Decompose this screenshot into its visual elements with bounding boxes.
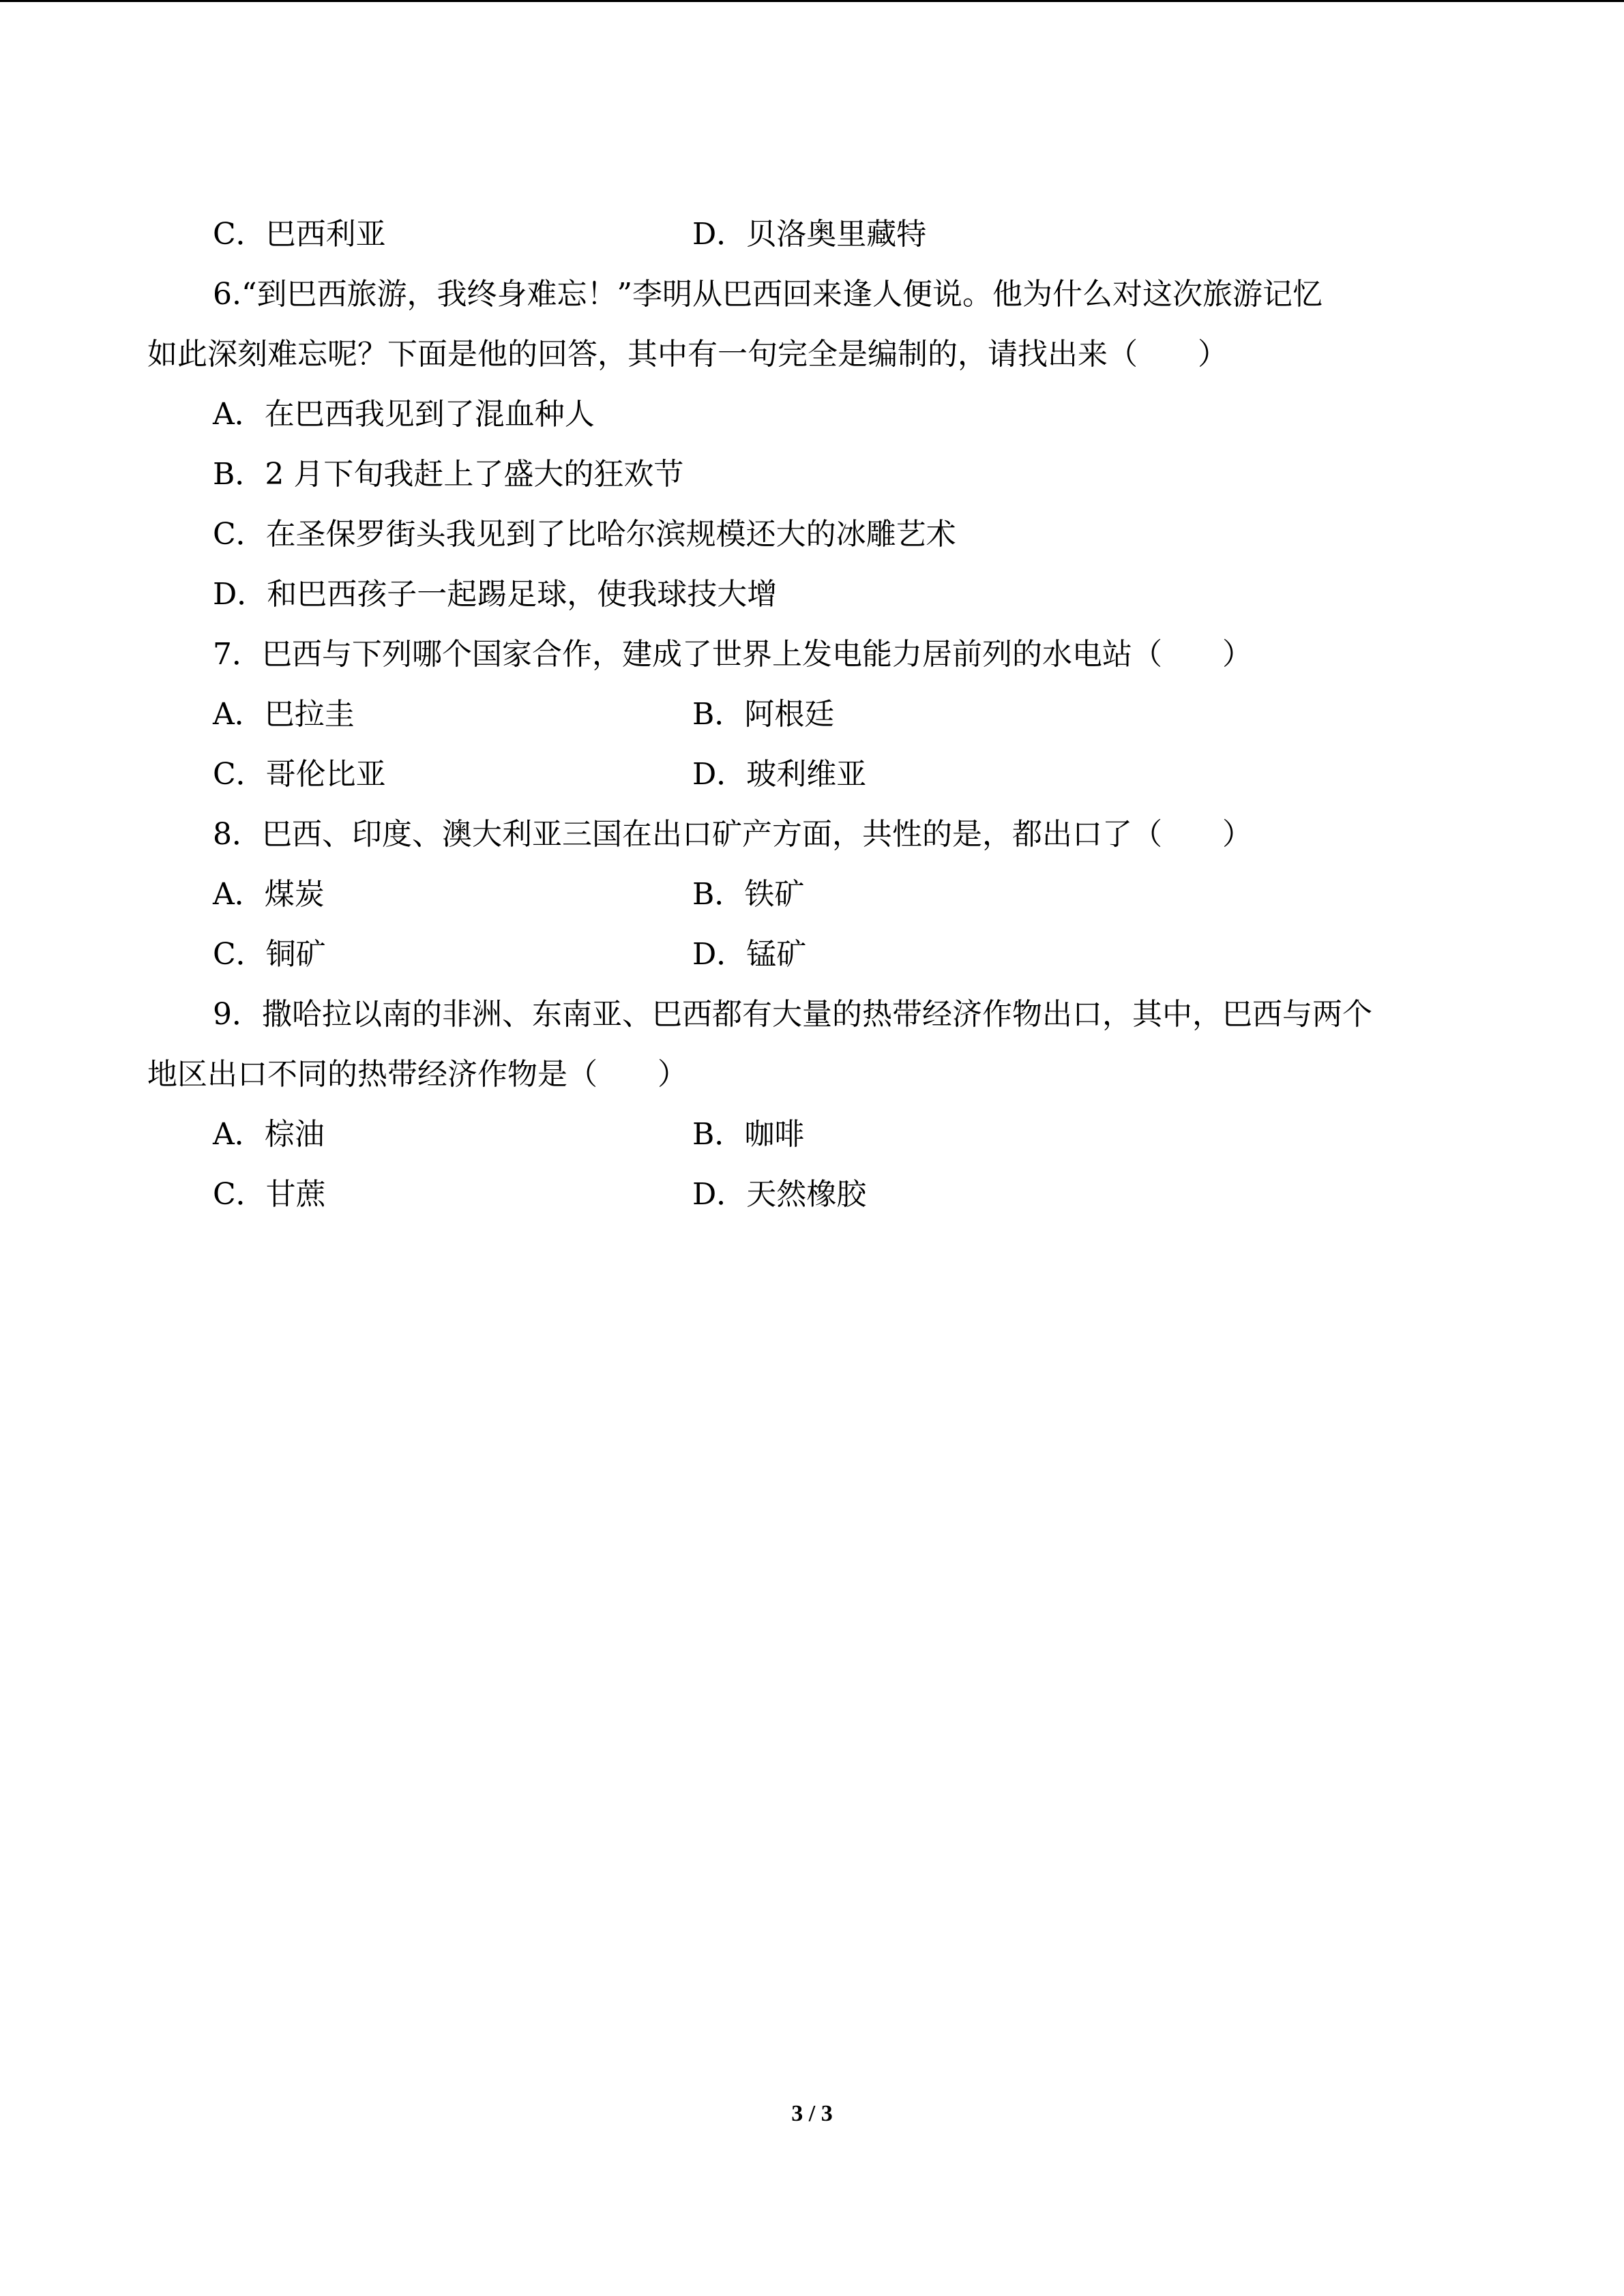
q6-option-c: C．在圣保罗街头我见到了比哈尔滨规模还大的冰雕艺术 [213,517,956,552]
q7-option-c: C．哥伦比亚 [213,757,386,792]
q7-option-a: A．巴拉圭 [213,697,355,732]
q6-stem-line-2: 如此深刻难忘呢？下面是他的回答，其中有一句完全是编制的，请找出来（ ） [147,337,1228,372]
q9-option-b: B．咖啡 [692,1117,805,1152]
q9-option-c: C．甘蔗 [213,1177,326,1212]
q6-stem-line-1: 6.“到巴西旅游，我终身难忘！”李明从巴西回来逢人便说。他为什么对这次旅游记忆 [213,277,1323,312]
q5-option-c: C．巴西利亚 [213,217,386,252]
q8-option-c: C．铜矿 [213,937,326,972]
q7-stem: 7．巴西与下列哪个国家合作，建成了世界上发电能力居前列的水电站（ ） [213,637,1252,672]
page-top-border [0,0,1624,2]
page-number: 3 / 3 [791,2101,833,2126]
q8-option-d: D．锰矿 [692,937,807,972]
q9-stem-line-2: 地区出口不同的热带经济作物是（ ） [147,1057,688,1092]
q7-option-b: B．阿根廷 [692,697,835,732]
q5-option-d: D．贝洛奥里藏特 [692,217,927,252]
q8-option-b: B．铁矿 [692,877,805,912]
q7-option-d: D．玻利维亚 [692,757,867,792]
q8-stem: 8．巴西、印度、澳大利亚三国在出口矿产方面，共性的是，都出口了（ ） [213,817,1252,852]
q9-option-d: D．天然橡胶 [692,1177,867,1212]
q6-option-d: D．和巴西孩子一起踢足球，使我球技大增 [213,577,778,612]
q9-option-a: A．棕油 [213,1117,325,1152]
q6-option-a: A．在巴西我见到了混血种人 [213,397,595,432]
q9-stem-line-1: 9．撒哈拉以南的非洲、东南亚、巴西都有大量的热带经济作物出口，其中，巴西与两个 [213,997,1372,1032]
q8-option-a: A．煤炭 [213,877,325,912]
q6-option-b: B．2 月下旬我赶上了盛大的狂欢节 [213,457,684,492]
